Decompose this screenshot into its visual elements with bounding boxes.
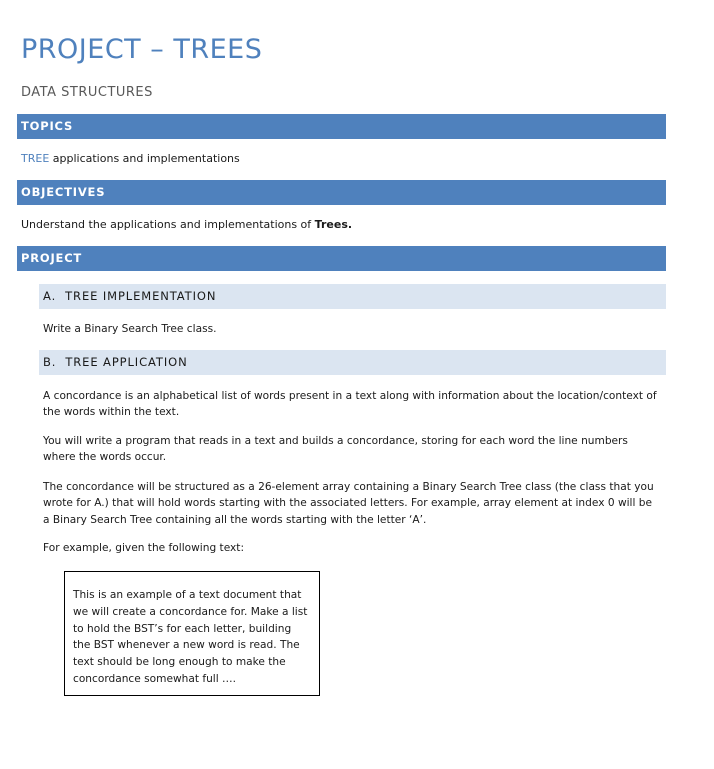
section-b-paragraph: For example, given the following text: xyxy=(43,542,245,554)
section-a-text: Write a Binary Search Tree class. xyxy=(43,323,217,335)
objectives-sentence: Understand the applications and implementations of xyxy=(21,218,315,231)
objectives-text xyxy=(21,218,352,231)
topics-accent-word: TREE xyxy=(21,152,50,165)
topics-text xyxy=(21,152,240,165)
section-b-number: B. xyxy=(43,355,57,369)
page-subtitle: DATA STRUCTURES xyxy=(21,85,153,100)
sample-text-box xyxy=(64,571,320,696)
section-b-paragraph: You will write a program that reads in a text and builds a concordance, storing for each word the line numbers where the words occur. xyxy=(43,435,628,464)
section-b-title: TREE APPLICATION xyxy=(65,355,188,369)
section-b-paragraph: The concordance will be structured as a 26-element array containing a Binary Search Tree class (the class that you wrote for A.) that will hold words starting with the associated letters. For example, array element at index 0 will be a Binary Search Tree containing all the words starting with the letter ‘A’. xyxy=(43,481,654,526)
section-a-heading xyxy=(39,284,666,309)
topics-heading: TOPICS xyxy=(17,114,666,139)
section-b-paragraph: A concordance is an alphabetical list of words present in a text along with information about the location/context of the words within the text. xyxy=(43,390,657,419)
section-a-number: A. xyxy=(43,289,57,303)
objectives-bold-word: Trees. xyxy=(314,218,353,231)
objectives-heading: OBJECTIVES xyxy=(17,180,666,205)
section-a-title: TREE IMPLEMENTATION xyxy=(65,289,217,303)
sample-text: This is an example of a text document that we will create a concordance for. Make a list to hold the BST’s for each letter, building the BST whenever a new word is read. The text should be long enough to make the concordance somewhat full …. xyxy=(73,589,308,685)
project-heading: PROJECT xyxy=(17,246,666,271)
topics-rest: applications and implementations xyxy=(49,152,240,165)
section-b-heading xyxy=(39,350,666,375)
page-title: PROJECT – TREES xyxy=(21,34,263,65)
